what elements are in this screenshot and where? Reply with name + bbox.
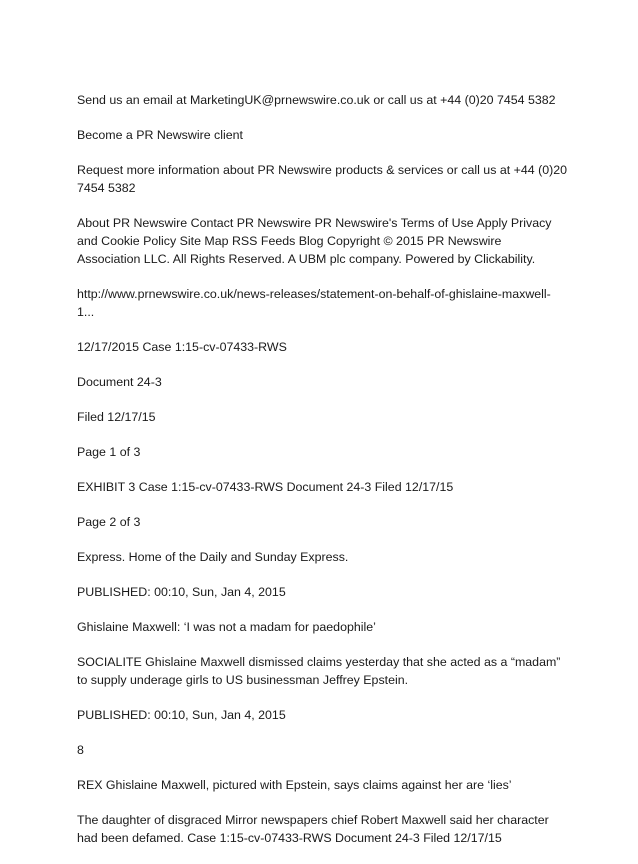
page-indicator: Page 2 of 3 bbox=[77, 515, 141, 529]
publication-name: Express. Home of the Daily and Sunday Express. bbox=[77, 550, 349, 564]
page-indicator: Page 1 of 3 bbox=[77, 445, 141, 459]
filed-date: Filed 12/17/15 bbox=[77, 410, 156, 424]
source-url: http://www.prnewswire.co.uk/news-releases/statement-on-behalf-of-ghislaine-maxwell-1... bbox=[77, 287, 551, 319]
exhibit-header: EXHIBIT 3 Case 1:15-cv-07433-RWS Document 24-3 Filed 12/17/15 bbox=[77, 480, 454, 494]
photo-caption: REX Ghislaine Maxwell, pictured with Epstein, says claims against her are ‘lies’ bbox=[77, 778, 512, 792]
article-body-paragraph: The daughter of disgraced Mirror newspapers chief Robert Maxwell said her character had been defamed. Case 1:15-cv-07433-RWS Document 24-3 Filed 12/17/15 bbox=[77, 813, 549, 845]
request-info-line: Request more information about PR Newswire products & services or call us at +44 (0)20 7454 5382 bbox=[77, 163, 567, 195]
document-number: Document 24-3 bbox=[77, 375, 162, 389]
contact-email-line: Send us an email at MarketingUK@prnewswire.co.uk or call us at +44 (0)20 7454 5382 bbox=[77, 93, 556, 107]
article-lead-paragraph: SOCIALITE Ghislaine Maxwell dismissed claims yesterday that she acted as a “madam” to supply underage girls to US businessman Jeffrey Epstein. bbox=[77, 655, 561, 687]
article-headline: Ghislaine Maxwell: ‘I was not a madam for paedophile’ bbox=[77, 620, 376, 634]
published-timestamp: PUBLISHED: 00:10, Sun, Jan 4, 2015 bbox=[77, 708, 286, 722]
become-client-line: Become a PR Newswire client bbox=[77, 128, 243, 142]
document-body bbox=[77, 91, 567, 864]
comment-count: 8 bbox=[77, 743, 84, 757]
footer-links-paragraph: About PR Newswire Contact PR Newswire PR Newswire's Terms of Use Apply Privacy and Cookie Policy Site Map RSS Feeds Blog Copyright © 2015 PR Newswire Association LLC. All Rights Reserved. A UBM plc company. Powered by Clickability. bbox=[77, 216, 552, 266]
case-header-line: 12/17/2015 Case 1:15-cv-07433-RWS bbox=[77, 340, 287, 354]
published-timestamp: PUBLISHED: 00:10, Sun, Jan 4, 2015 bbox=[77, 585, 286, 599]
